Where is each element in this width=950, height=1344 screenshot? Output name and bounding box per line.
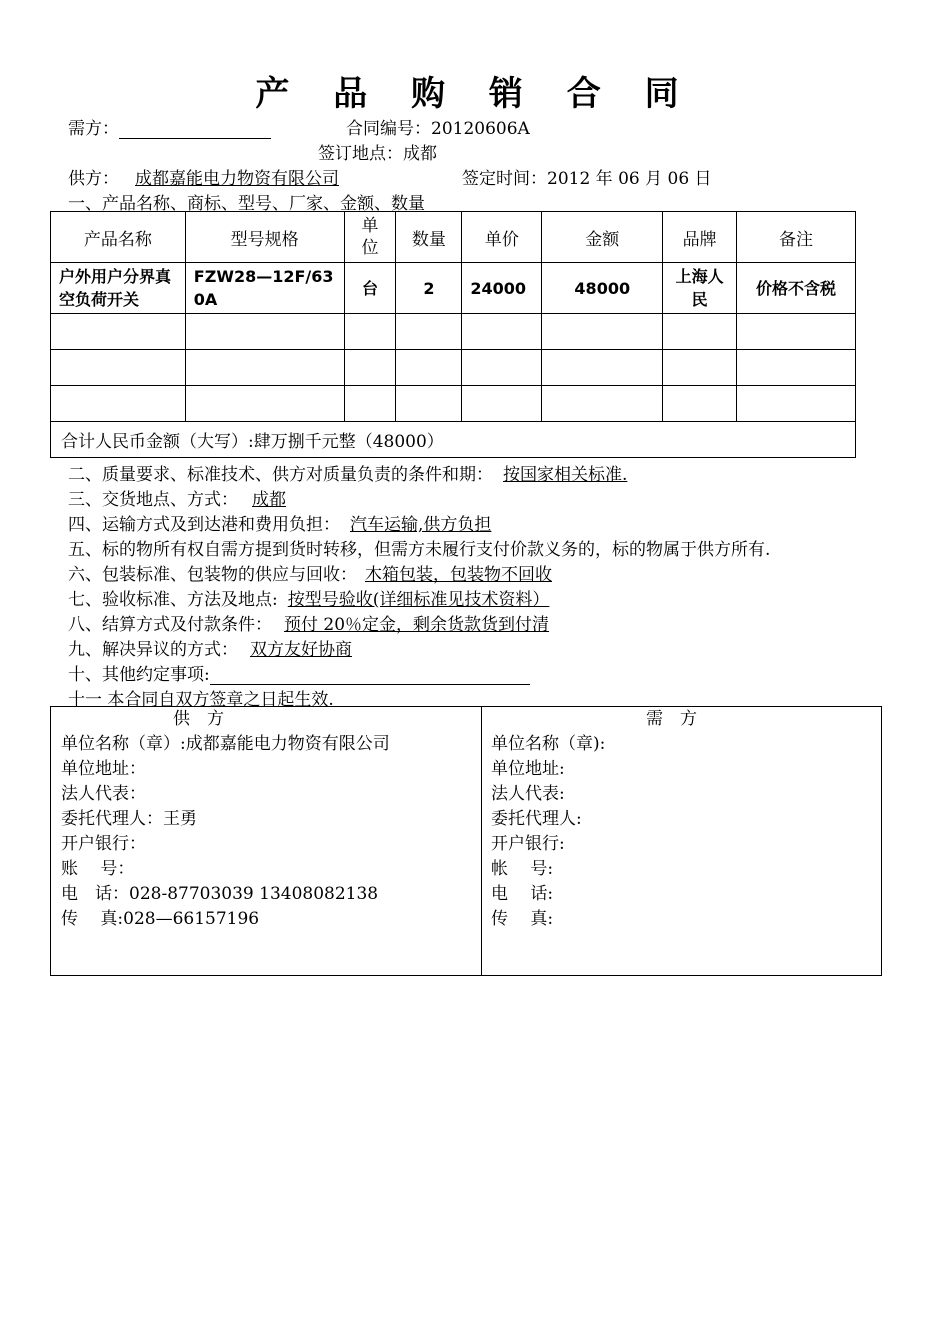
buyer-phone: 电 话: <box>491 884 554 904</box>
clause-2-value: 按国家相关标准. <box>503 465 628 485</box>
table-row-empty <box>51 350 856 386</box>
supplier-line <box>68 164 357 189</box>
table-total-row <box>51 422 856 458</box>
clause-7-label: 七、验收标准、方法及地点: <box>68 590 278 610</box>
supplier-legal-rep: 法人代表： <box>61 784 146 804</box>
buyer-agent: 委托代理人: <box>491 809 582 829</box>
cell-product-name: 户外用户分界真空负荷开关 <box>51 263 186 314</box>
clause-3-label: 三、交货地点、方式： <box>68 490 238 510</box>
sign-place-label: 签订地点： <box>318 144 403 164</box>
header-unit: 单 位 <box>344 212 396 263</box>
buyer-label: 需方： <box>68 119 119 139</box>
total-amount: 合计人民币金额（大写）:肆万捌千元整（48000） <box>51 422 856 458</box>
cell-unit: 台 <box>344 263 396 314</box>
clause-5: 五、标的物所有权自需方提到货时转移，但需方未履行支付价款义务的，标的物属于供方所有. <box>68 540 771 560</box>
signature-divider <box>481 707 482 975</box>
supplier-heading: 供 方 <box>173 709 224 729</box>
clause-10-blank <box>210 668 530 685</box>
cell-quantity: 2 <box>396 263 462 314</box>
sign-place-line <box>318 139 437 164</box>
supplier-address: 单位地址： <box>61 759 146 779</box>
clause-6 <box>68 560 686 585</box>
buyer-fax: 传 真: <box>491 909 554 929</box>
header-product-name: 产品名称 <box>51 212 186 263</box>
buyer-line <box>68 114 271 139</box>
clause-4-value: 汽车运输,供方负担 <box>350 515 492 535</box>
supplier-bank: 开户银行： <box>61 834 146 854</box>
contract-no-line <box>346 114 530 139</box>
cell-note: 价格不含税 <box>737 263 856 314</box>
header-quantity: 数量 <box>396 212 462 263</box>
clause-3 <box>68 485 582 510</box>
clause-11: 十一 本合同自双方签章之日起生效. <box>68 690 334 710</box>
signature-table <box>50 706 882 976</box>
cell-model: FZW28—12F/630A <box>185 263 344 314</box>
contract-no-label: 合同编号： <box>346 119 431 139</box>
buyer-column <box>491 707 871 932</box>
buyer-unit-name: 单位名称（章): <box>491 734 606 754</box>
supplier-name: 成都嘉能电力物资有限公司 <box>135 169 339 189</box>
clause-8-value: 预付 20％定金，剩余货款货到付清 <box>284 615 550 635</box>
clause-3-value: 成都 <box>252 490 286 510</box>
clause-6-value: 木箱包装，包装物不回收 <box>365 565 552 585</box>
clause-4 <box>68 510 647 535</box>
cell-brand: 上海人民 <box>663 263 737 314</box>
header-brand: 品牌 <box>663 212 737 263</box>
buyer-account: 帐 号: <box>491 859 554 879</box>
cell-unit-price: 24000 <box>462 263 542 314</box>
clause-10 <box>68 660 530 685</box>
clause-10-label: 十、其他约定事项: <box>68 665 210 685</box>
table-row-empty <box>51 314 856 350</box>
supplier-fax: 传 真:028—66157196 <box>61 909 260 929</box>
sign-time: 2012 年 06 月 06 日 <box>547 169 712 189</box>
buyer-bank: 开户银行: <box>491 834 565 854</box>
document-title: 产 品 购 销 合 同 <box>255 74 695 114</box>
clause-4-label: 四、运输方式及到达港和费用负担： <box>68 515 340 535</box>
product-table <box>50 211 856 458</box>
clause-2 <box>68 460 707 485</box>
table-header-row <box>51 212 856 263</box>
clause-8-label: 八、结算方式及付款条件： <box>68 615 272 635</box>
buyer-blank <box>119 122 271 139</box>
supplier-column <box>61 707 441 932</box>
sign-time-label: 签定时间： <box>462 169 547 189</box>
supplier-phone: 电 话：028-87703039 13408082138 <box>61 884 379 904</box>
header-amount: 金额 <box>542 212 663 263</box>
table-row <box>51 263 856 314</box>
contract-no: 20120606A <box>431 119 530 139</box>
header-model: 型号规格 <box>185 212 344 263</box>
clause-8 <box>68 610 689 635</box>
clause-7-value: 按型号验收(详细标准见技术资料） <box>287 590 550 610</box>
supplier-label: 供方： <box>68 169 119 189</box>
buyer-heading: 需 方 <box>646 709 697 729</box>
header-unit-price: 单价 <box>462 212 542 263</box>
buyer-address: 单位地址: <box>491 759 565 779</box>
supplier-account: 账 号： <box>61 859 135 879</box>
clause-9-label: 九、解决异议的方式： <box>68 640 238 660</box>
buyer-legal-rep: 法人代表: <box>491 784 565 804</box>
clause-9-value: 双方友好协商 <box>250 640 352 660</box>
header-note: 备注 <box>737 212 856 263</box>
clause-6-label: 六、包装标准、包装物的供应与回收： <box>68 565 357 585</box>
sign-place: 成都 <box>403 144 437 164</box>
table-row-empty <box>51 386 856 422</box>
supplier-agent: 委托代理人：王勇 <box>61 809 197 829</box>
cell-amount: 48000 <box>542 263 663 314</box>
clause-2-label: 二、质量要求、标准技术、供方对质量负责的条件和期： <box>68 465 493 485</box>
sign-time-line <box>462 164 712 189</box>
clause-9 <box>68 635 596 660</box>
section-1-heading: 一、产品名称、商标、型号、厂家、金额、数量 <box>68 194 425 214</box>
clause-7 <box>68 585 669 610</box>
supplier-unit-name: 单位名称（章）:成都嘉能电力物资有限公司 <box>61 734 390 754</box>
